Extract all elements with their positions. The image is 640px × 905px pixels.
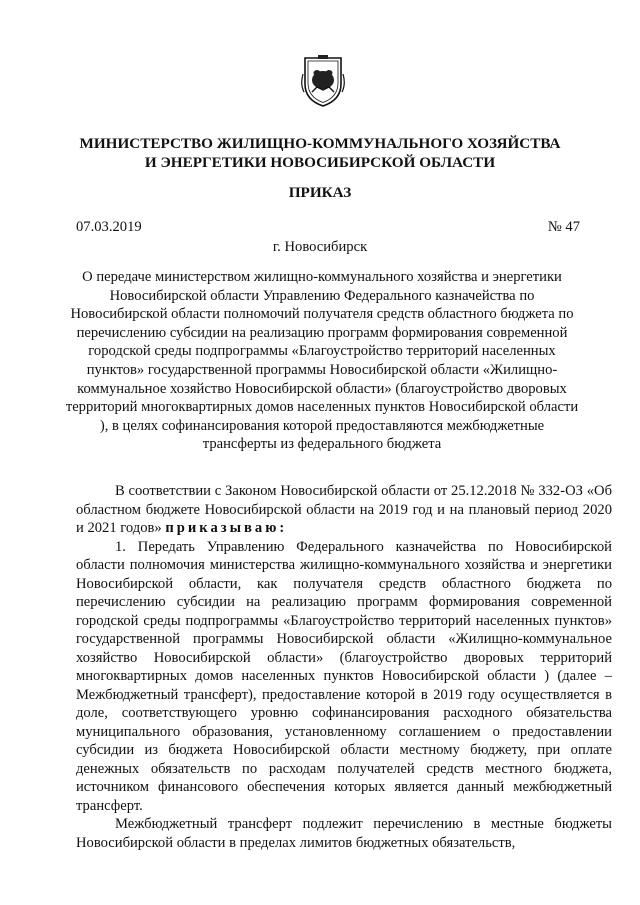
document-type: ПРИКАЗ	[288, 184, 352, 201]
paragraph-1: 1. Передать Управлению Федерального казначейства по Новосибирской области полномочия министерства жилищно-коммунального хозяйства и энергетики Новосибирской области, как получателя средств областного бюджета по перечислению субсидии на реализацию программ формирования современной городской среды подпрограммы «Благоустройство территорий населенных пунктов» государственной программы Новосибирской области «Жилищно-коммунальное хозяйство Новосибирской области» (благоустройство дворовых территорий многоквартирных домов населенных пунктов Новосибирской области ) (далее – Межбюджетный трансферт), предоставление которой в 2019 году осуществляется в доле, соответствующего уровню софинансирования расходного обязательства муниципального образования, установленному соглашением о предоставлении субсидии из бюджета Новосибирской области местному бюджету, при оплате денежных обязательств по расходам получателей средств местного бюджета, источником финансового обеспечения которых является данный межбюджетный трансферт.	[76, 538, 612, 814]
organization-name-line1: МИНИСТЕРСТВО ЖИЛИЩНО-КОММУНАЛЬНОГО ХОЗЯЙСТВА	[79, 135, 561, 152]
paragraph-2: Межбюджетный трансферт подлежит перечислению в местные бюджеты Новосибирской области в пределах лимитов бюджетных обязательств,	[76, 816, 612, 851]
organization-name	[60, 134, 580, 172]
intro-paragraph	[76, 482, 612, 538]
document-city: г. Новосибирск	[272, 239, 368, 255]
intro-text: В соответствии с Законом Новосибирской области от 25.12.2018 № 332-ОЗ «Об областном бюджете Новосибирской области на 2019 год и на плановый период 2020 и 2021 годов»	[76, 483, 612, 536]
document-body	[76, 482, 612, 852]
document-date: 07.03.2019	[76, 219, 142, 235]
order-word: приказываю:	[165, 520, 288, 536]
coat-of-arms-icon	[300, 54, 346, 108]
organization-name-line2: И ЭНЕРГЕТИКИ НОВОСИБИРСКОЙ ОБЛАСТИ	[144, 154, 496, 171]
document-number: № 47	[547, 219, 580, 235]
document-subject: О передаче министерством жилищно-коммунального хозяйства и энергетики Новосибирской области Управлению Федерального казначейства по Новосибирской области полномочий получателя средств областного бюджета по перечислению субсидии на реализацию программ формирования современной городской среды подпрограммы «Благоустройство территорий населенных пунктов» государственной программы Новосибирской области «Жилищно-коммунальное хозяйство Новосибирской области» (благоустройство дворовых территорий многоквартирных домов населенных пунктов Новосибирской области ), в целях софинансирования которой предоставляются межбюджетные трансферты из федерального бюджета	[65, 269, 579, 453]
